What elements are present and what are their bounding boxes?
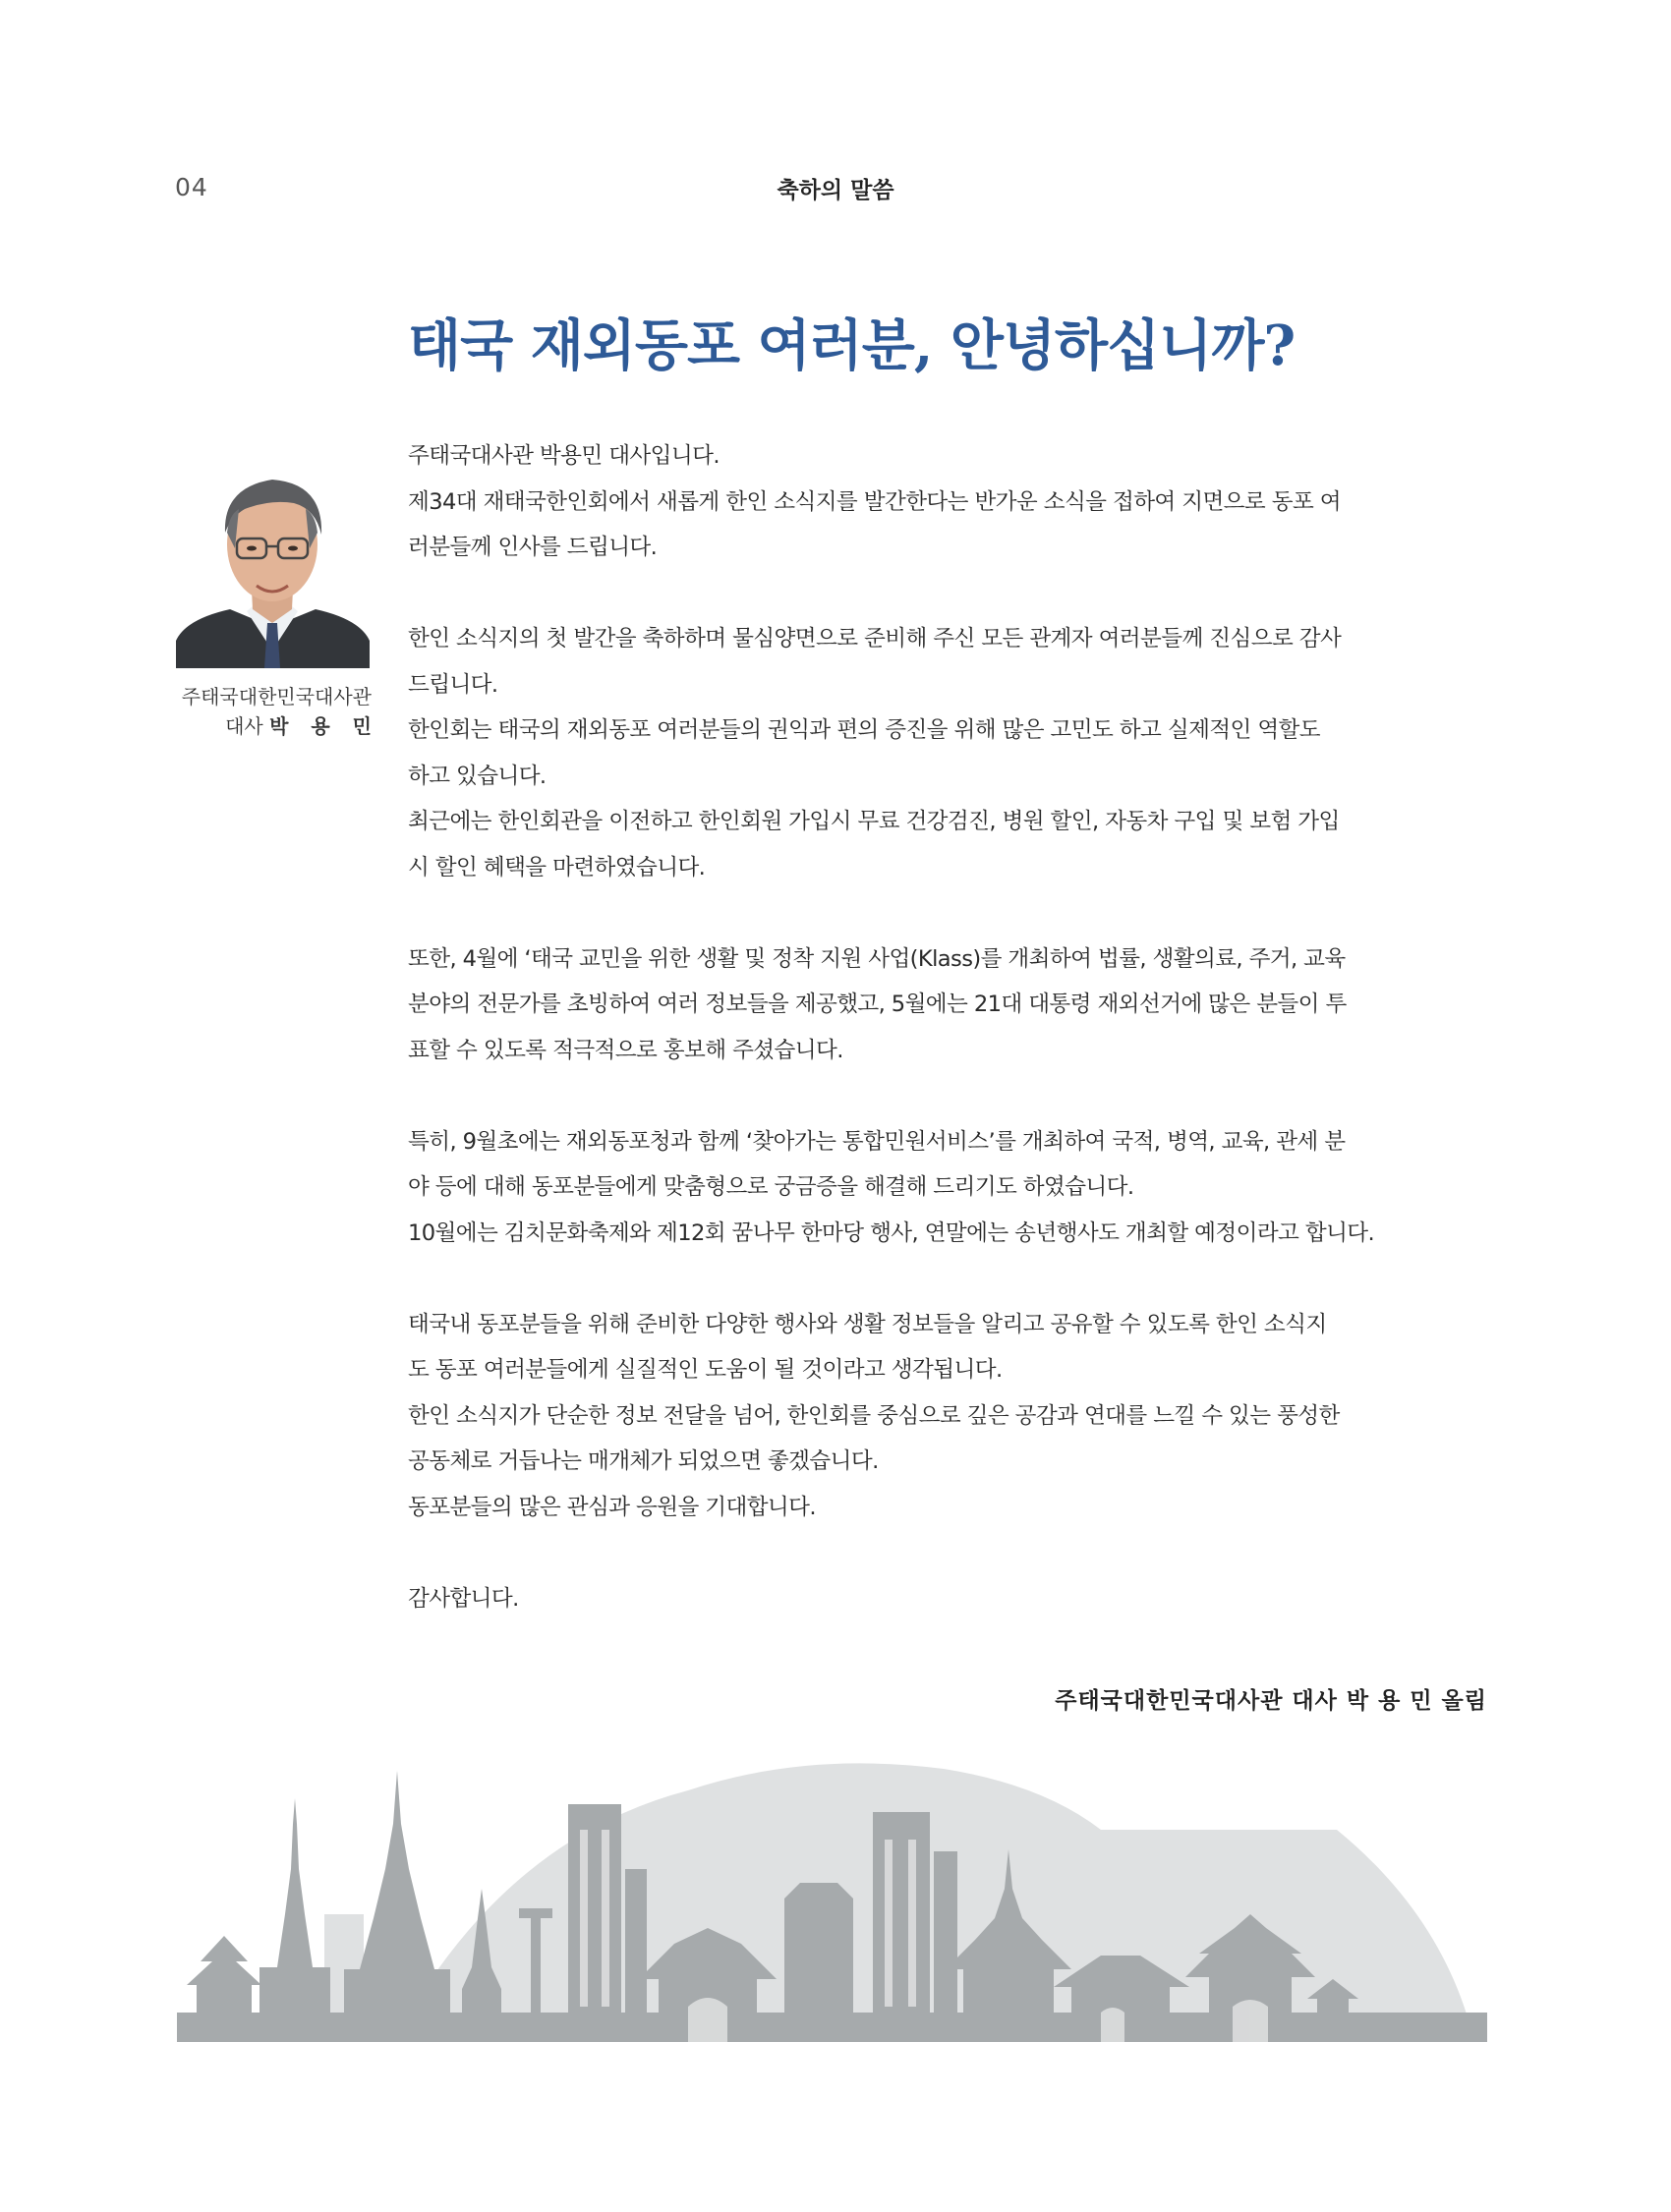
letter-line: 제34대 재태국한인회에서 새롭게 한인 소식지를 발간한다는 반가운 소식을 접하여 지면으로 동포 여 bbox=[408, 488, 1341, 515]
letter-line: 분야의 전문가를 초빙하여 여러 정보들을 제공했고, 5월에는 21대 대통령 재외선거에 많은 분들이 투 bbox=[408, 992, 1347, 1017]
letter-line: 한인 소식지가 단순한 정보 전달을 넘어, 한인회를 중심으로 깊은 공감과 연대를 느낄 수 있는 풍성한 bbox=[408, 1402, 1340, 1429]
letter-line: 한인회는 태국의 재외동포 여러분들의 권익과 편의 증진을 위해 많은 고민도 하고 실제적인 역할도 bbox=[408, 717, 1321, 743]
letter-line: 한인 소식지의 첫 발간을 축하하며 물심양면으로 준비해 주신 모든 관계자 여러분들께 진심으로 감사 bbox=[408, 626, 1342, 652]
letter-line: 10월에는 김치문화축제와 제12회 꿈나무 한마당 행사, 연말에는 송년행사도 개최할 예정이라고 합니다. bbox=[408, 1219, 1375, 1246]
letter-paragraph bbox=[408, 936, 1487, 1074]
letter-paragraph bbox=[408, 616, 1487, 890]
letter-line: 시 할인 혜택을 마련하였습니다. bbox=[408, 854, 706, 880]
caption-org: 주태국대한민국대사관 bbox=[181, 685, 372, 709]
letter-paragraph bbox=[408, 1119, 1487, 1257]
letter-paragraph bbox=[408, 433, 1487, 571]
letter-line: 주태국대사관 박용민 대사입니다. bbox=[408, 443, 720, 469]
letter-line: 야 등에 대해 동포분들에게 맞춤형으로 궁금증을 해결해 드리기도 하였습니다. bbox=[408, 1174, 1134, 1200]
letter-line: 또한, 4월에 ‘태국 교민을 위한 생활 및 정착 지원 사업(Klass)를 개최하여 법률, 생활의료, 주거, 교육 bbox=[408, 945, 1346, 972]
letter-line: 공동체로 거듭나는 매개체가 되었으면 좋겠습니다. bbox=[408, 1448, 879, 1474]
ambassador-portrait bbox=[176, 454, 370, 668]
letter-line: 태국내 동포분들을 위해 준비한 다양한 행사와 생활 정보들을 알리고 공유할 수 있도록 한인 소식지 bbox=[408, 1311, 1327, 1337]
letter-line: 도 동포 여러분들에게 실질적인 도움이 될 것이라고 생각됩니다. bbox=[408, 1357, 1003, 1383]
letter-paragraph bbox=[408, 1302, 1487, 1531]
portrait-caption bbox=[147, 682, 379, 741]
caption-name: 박 용 민 bbox=[269, 714, 379, 738]
letter-line: 드립니다. bbox=[408, 671, 498, 698]
city-skyline-illustration bbox=[177, 1722, 1487, 2042]
page-number: 04 bbox=[175, 173, 208, 201]
letter-line: 동포분들의 많은 관심과 응원을 기대합니다. bbox=[408, 1494, 816, 1520]
letter-line: 특히, 9월초에는 재외동포청과 함께 ‘찾아가는 통합민원서비스’를 개최하여 국적, 병역, 교육, 관세 분 bbox=[408, 1128, 1346, 1155]
signature: 주태국대한민국대사관 대사 박 용 민 올림 bbox=[1055, 1688, 1487, 1714]
letter-paragraph bbox=[408, 1576, 1487, 1622]
letter-line: 표할 수 있도록 적극적으로 홍보해 주셨습니다. bbox=[408, 1037, 843, 1063]
letter-line: 감사합니다. bbox=[408, 1585, 519, 1612]
letter-line: 하고 있습니다. bbox=[408, 763, 547, 789]
letter-body bbox=[408, 433, 1487, 1668]
letter-line: 최근에는 한인회관을 이전하고 한인회원 가입시 무료 건강검진, 병원 할인, 자동차 구입 및 보험 가입 bbox=[408, 809, 1340, 834]
caption-title: 대사 bbox=[225, 714, 263, 738]
headline: 태국 재외동포 여러분, 안녕하십니까? bbox=[408, 313, 1296, 378]
caption-title-line bbox=[147, 711, 379, 741]
letter-line: 러분들께 인사를 드립니다. bbox=[408, 535, 658, 560]
section-title: 축하의 말씀 bbox=[777, 178, 894, 203]
